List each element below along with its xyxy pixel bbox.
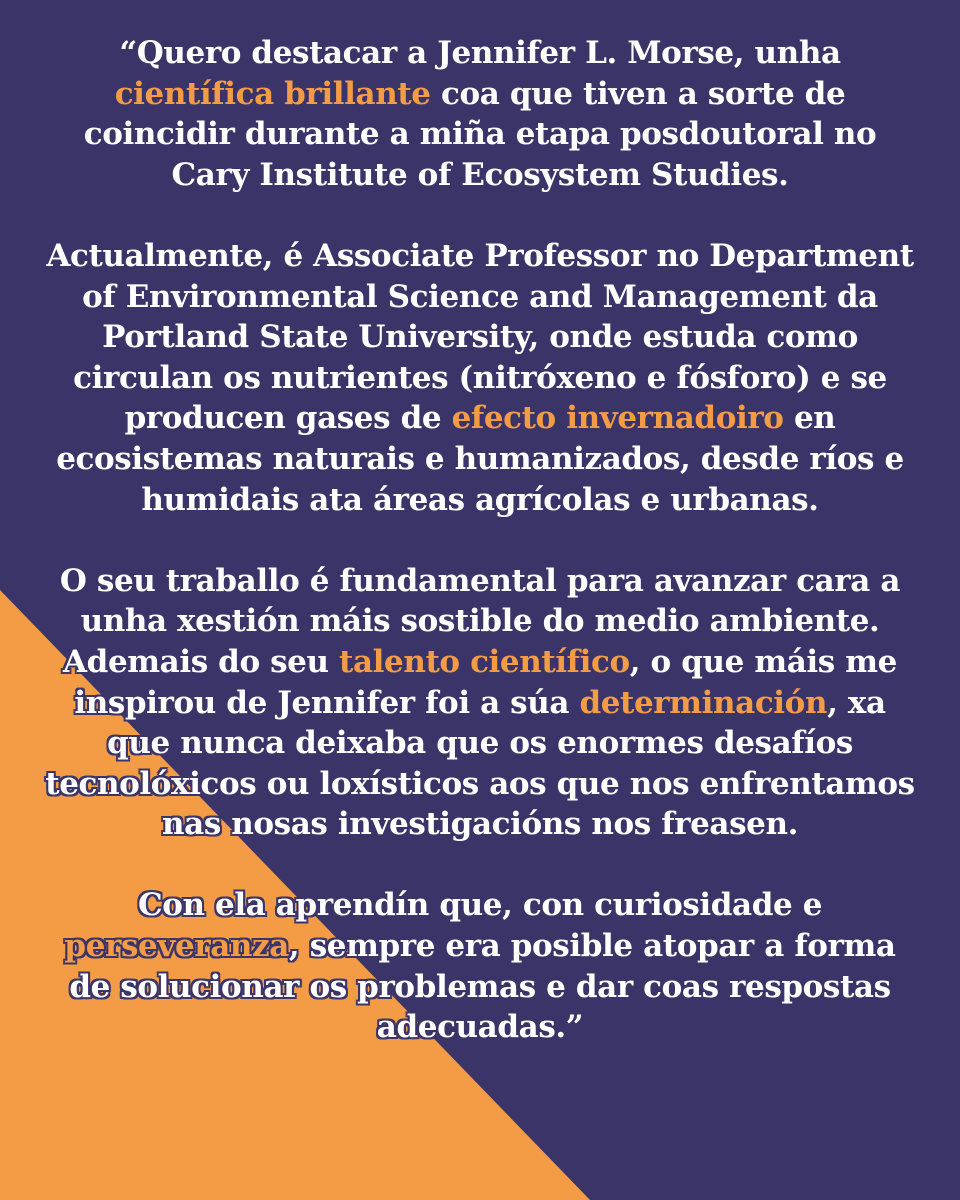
highlight-phrase: determinación (579, 684, 828, 721)
quote-text: , xa que nunca deixaba que os enormes desafíos tecnolóxicos ou loxísticos aos que nos enfrentamos nas nosas investigacións nos freasen. (45, 684, 915, 843)
quote-text: O seu traballo é fundamental para avanzar cara a unha xestión máis sostible do medio ambiente. Ademais do seu (59, 562, 901, 680)
highlight-phrase: talento científico (339, 643, 630, 680)
highlight-phrase: efecto invernadoiro (451, 400, 784, 437)
quote-text: , o que máis me inspirou de Jennifer foi a súa (74, 643, 897, 721)
quote-text: Actualmente, é Associate Professor no Department of Environmental Science and Management da Portland State University, onde estuda como circulan os nutrientes (nitróxeno e fósforo) e se producen gases de (46, 237, 914, 437)
highlight-phrase: perseveranza (64, 928, 289, 965)
quote-text: , sempre era posible atopar a forma de solucionar os problemas e dar coas respostas adecuadas.” (69, 928, 896, 1046)
quote-text: “Quero destacar a Jennifer L. Morse, unha (119, 35, 841, 71)
quote-text: Con ela aprendín que, con curiosidade e (137, 887, 823, 924)
quote-text: en ecosistemas naturais e humanizados, desde ríos e humidais ata áreas agrícolas e urbanas. (56, 400, 904, 518)
quote-paragraph-4 (40, 885, 920, 1047)
quote-paragraph-2 (40, 236, 920, 520)
quote-text: coa que tiven a sorte de coincidir durante a miña etapa posdoutoral no Cary Institute of Ecosystem Studies. (83, 75, 877, 193)
highlight-phrase: científica brillante (114, 75, 431, 112)
quote-paragraph-3 (40, 561, 920, 845)
quote-paragraph-1 (40, 33, 920, 195)
